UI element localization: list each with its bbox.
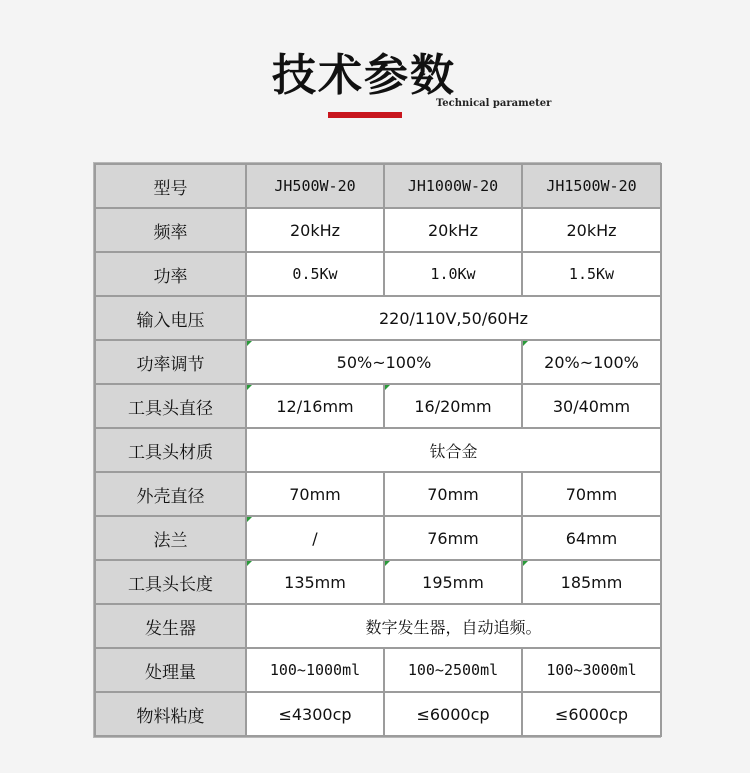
row-label: 功率调节: [95, 340, 246, 384]
table-row-generator: [95, 604, 661, 648]
row-label: 工具头长度: [95, 560, 246, 604]
table-row-housing-diameter: [95, 472, 661, 516]
row-label: 法兰: [95, 516, 246, 560]
table-cell: /: [246, 516, 384, 560]
table-cell: 70mm: [246, 472, 384, 516]
table-cell: 70mm: [522, 472, 661, 516]
table-row-tip-length: [95, 560, 661, 604]
row-label: 发生器: [95, 604, 246, 648]
header-cell-model-3: JH1500W-20: [522, 164, 661, 208]
row-label: 处理量: [95, 648, 246, 692]
table-row-viscosity: [95, 692, 661, 736]
table-cell: 12/16mm: [246, 384, 384, 428]
table-cell: ≤6000cp: [384, 692, 522, 736]
table-cell-merged: 50%~100%: [246, 340, 522, 384]
table-cell: 20kHz: [384, 208, 522, 252]
table-cell-merged: 220/110V,50/60Hz: [246, 296, 661, 340]
table-cell: 1.0Kw: [384, 252, 522, 296]
header-cell-model-2: JH1000W-20: [384, 164, 522, 208]
table-row-tip-material: [95, 428, 661, 472]
row-label: 外壳直径: [95, 472, 246, 516]
row-label: 功率: [95, 252, 246, 296]
table-cell: 64mm: [522, 516, 661, 560]
row-label: 工具头材质: [95, 428, 246, 472]
table-cell: 185mm: [522, 560, 661, 604]
header-cell-model: 型号: [95, 164, 246, 208]
title-accent-bar: [328, 112, 402, 118]
table-cell: 76mm: [384, 516, 522, 560]
table-cell: 16/20mm: [384, 384, 522, 428]
table-row-power: [95, 252, 661, 296]
table-cell: ≤6000cp: [522, 692, 661, 736]
table-cell: 20kHz: [522, 208, 661, 252]
table-row-capacity: [95, 648, 661, 692]
table-cell: 100~1000ml: [246, 648, 384, 692]
table-header-row: [95, 164, 661, 208]
header: [0, 0, 750, 130]
table-cell: 100~2500ml: [384, 648, 522, 692]
table-row-voltage: [95, 296, 661, 340]
header-cell-model-1: JH500W-20: [246, 164, 384, 208]
row-label: 工具头直径: [95, 384, 246, 428]
table-cell: 100~3000ml: [522, 648, 661, 692]
table-row-tip-diameter: [95, 384, 661, 428]
table-cell: 30/40mm: [522, 384, 661, 428]
row-label: 物料粘度: [95, 692, 246, 736]
table-cell: ≤4300cp: [246, 692, 384, 736]
table-cell: 0.5Kw: [246, 252, 384, 296]
table-cell: 195mm: [384, 560, 522, 604]
table-row-frequency: [95, 208, 661, 252]
spec-table: [93, 162, 661, 738]
table-cell: 1.5Kw: [522, 252, 661, 296]
table-cell: 70mm: [384, 472, 522, 516]
page-subtitle: Technical parameter: [436, 98, 552, 109]
table-row-flange: [95, 516, 661, 560]
table-cell-merged: 数字发生器，自动追频。: [246, 604, 661, 648]
table-row-power-adjust: [95, 340, 661, 384]
row-label: 频率: [95, 208, 246, 252]
table-cell-merged: 钛合金: [246, 428, 661, 472]
table-cell: 20%~100%: [522, 340, 661, 384]
table-cell: 20kHz: [246, 208, 384, 252]
page-title: 技术参数: [272, 50, 456, 101]
table-cell: 135mm: [246, 560, 384, 604]
row-label: 输入电压: [95, 296, 246, 340]
